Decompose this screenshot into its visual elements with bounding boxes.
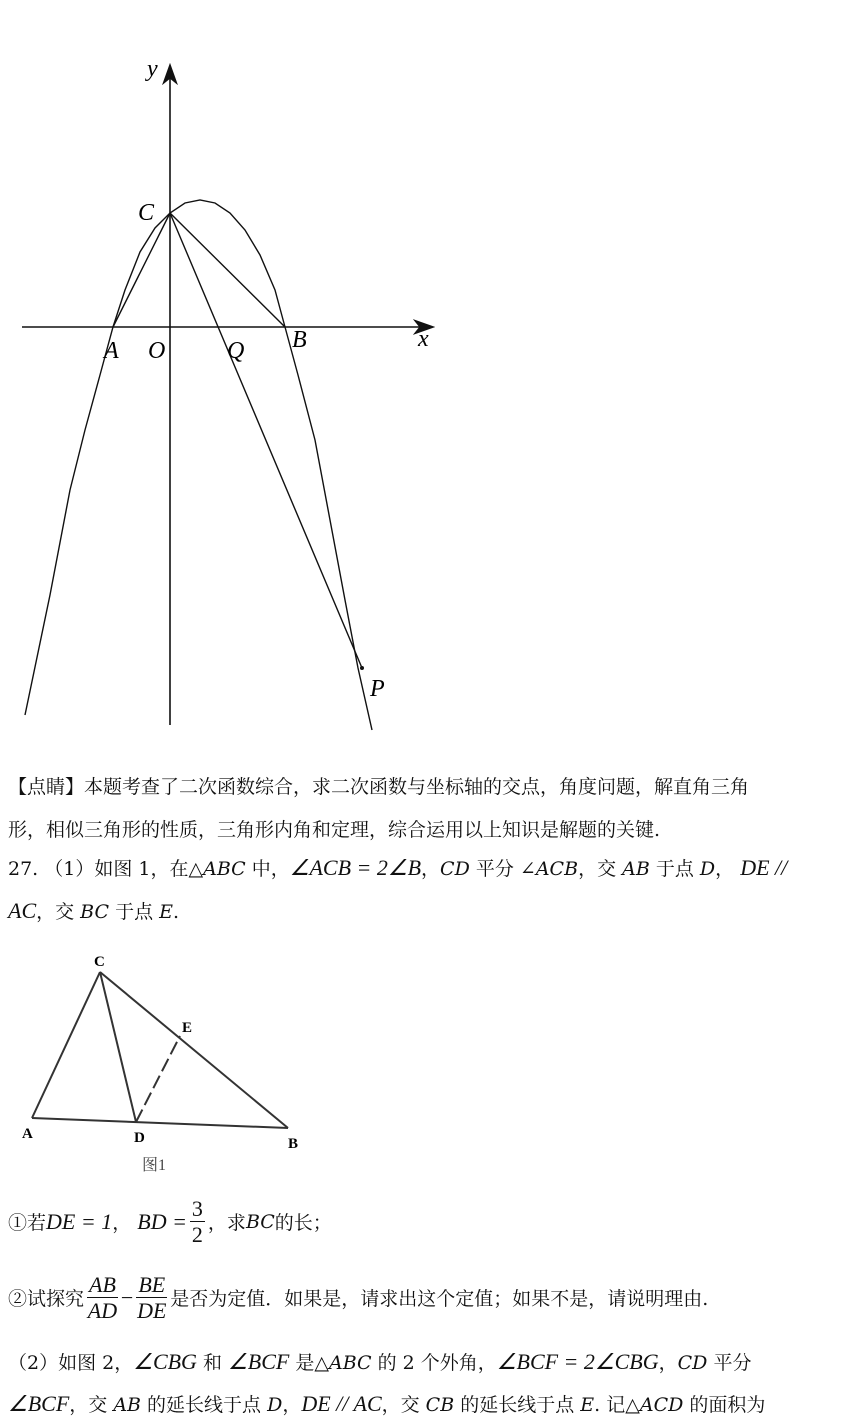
remark-line-1 [8, 772, 749, 799]
label-O: O [148, 338, 166, 364]
part2-pingfen: 平分 [707, 1352, 752, 1374]
segment-AC [113, 213, 170, 327]
frac-ab: AB [89, 1272, 116, 1297]
side-AB [32, 1118, 288, 1128]
part2-jiao3: ，交 [381, 1394, 426, 1416]
q27-d: D [699, 858, 716, 880]
fig1-label-E: E [182, 1020, 193, 1036]
fig1-caption: 图1 [142, 1157, 167, 1174]
q27-abc: ABC [203, 858, 246, 880]
q27-comma2: ， [715, 858, 735, 880]
q27-pingfen: 平分 [469, 858, 520, 880]
sub2-prefix: ②试探究 [8, 1288, 85, 1311]
q27-cond1: ∠ACB = 2∠B [289, 855, 422, 880]
part2-jiao2: ，交 [69, 1394, 114, 1416]
sub1-de: DE = 1 [46, 1208, 113, 1234]
q27-period: . [173, 901, 180, 923]
remark-text-1: 【点睛】本题考查了二次函数综合，求二次函数与坐标轴的交点，角度问题，解直角三角 [8, 776, 750, 798]
part2-cbg: ∠CBG [133, 1349, 197, 1374]
q27-yudian: 于点 [649, 858, 700, 880]
part2-mianji: 的面积为 [683, 1394, 766, 1416]
q27-part2-line-1 [8, 1348, 751, 1375]
frac-denominator: 2 [191, 1222, 203, 1248]
label-y: y [147, 56, 158, 82]
fraction-be-de [136, 1272, 167, 1324]
part2-yanchang2: 的延长线于点 [454, 1394, 581, 1416]
part2-abc: ABC [328, 1352, 372, 1374]
minus-sign: − [120, 1284, 134, 1310]
sub1-end: 的长； [274, 1212, 332, 1235]
sub1-prefix: ①若 [8, 1212, 47, 1235]
q27-part2-line-2 [8, 1390, 765, 1417]
q27-jiao: ，交 [578, 858, 623, 880]
part2-d: D [267, 1394, 283, 1416]
part2-ji: . 记△ [594, 1394, 640, 1416]
side-CB [100, 972, 288, 1128]
q27-ab: AB [622, 858, 650, 880]
parabola-figure [0, 0, 460, 740]
part2-cb: CB [425, 1394, 455, 1416]
q27-line-2 [8, 897, 179, 924]
sub1-bd: BD = [137, 1208, 187, 1234]
segment-CD [100, 972, 136, 1122]
frac-ad: AD [87, 1298, 118, 1324]
label-x: x [418, 326, 429, 352]
part2-e: E [580, 1394, 595, 1416]
sub1-bc: BC [245, 1210, 275, 1233]
fig1-label-D: D [134, 1130, 145, 1146]
part2-he: 和 [196, 1352, 229, 1374]
frac-de: DE [137, 1298, 167, 1324]
sub1-suffix: ，求 [207, 1212, 246, 1235]
q27-zhong: 中， [245, 858, 290, 880]
q27-e: E [159, 901, 173, 923]
part2-shi: 是△ [289, 1352, 329, 1374]
q27-part1-intro: （1）如图 1，在△ [44, 858, 204, 880]
q27-angle-acb: ∠ACB [519, 858, 579, 880]
sub2-suffix: 是否为定值．如果是，请求出这个定值；如果不是，请说明理由. [170, 1288, 709, 1311]
remark-line-2 [8, 815, 660, 842]
q27-de-parallel: DE // [740, 855, 788, 880]
q27-number: 27. [8, 858, 39, 880]
q27-sub1 [8, 1196, 332, 1248]
fig1-label-B: B [288, 1136, 299, 1152]
part2-comma3: ， [658, 1352, 678, 1374]
frac-numerator: 3 [191, 1196, 203, 1221]
q27-cd: CD [440, 858, 470, 880]
part2-acd: ACD [639, 1394, 684, 1416]
part2-waijiao: 的 2 个外角， [371, 1352, 497, 1374]
remark-text-2: 形，相似三角形的性质，三角形内角和定理，综合运用以上知识是解题的关键. [8, 819, 661, 841]
segment-CB [170, 213, 285, 327]
frac-be: BE [138, 1272, 166, 1297]
label-B: B [292, 327, 307, 353]
q27-line2-b: 于点 [109, 901, 160, 923]
figure-1-triangle [4, 938, 334, 1178]
q27-comma1: ， [421, 858, 441, 880]
part2-bcf2: ∠BCF [8, 1391, 70, 1416]
segment-CP [170, 213, 362, 668]
fig1-label-C: C [94, 954, 105, 970]
part2-cd: CD [677, 1352, 708, 1374]
q27-bc: BC [80, 901, 110, 923]
part2-comma4: ， [282, 1394, 302, 1416]
part2-a: （2）如图 2， [8, 1352, 134, 1374]
q27-ac: AC [8, 898, 37, 923]
fig1-label-A: A [22, 1126, 33, 1142]
fraction-3-over-2 [190, 1196, 205, 1248]
part2-ab: AB [113, 1394, 142, 1416]
fraction-ab-ad [87, 1272, 118, 1324]
segment-DE [136, 1036, 180, 1122]
part2-de: DE // AC [301, 1391, 382, 1416]
q27-line-1 [8, 854, 787, 881]
part2-yanchang: 的延长线于点 [141, 1394, 268, 1416]
label-C: C [138, 200, 155, 226]
part2-bcf: ∠BCF [228, 1349, 290, 1374]
side-AC [32, 972, 100, 1118]
label-P: P [370, 676, 385, 702]
q27-sub2 [8, 1272, 708, 1324]
label-A: A [104, 338, 119, 364]
sub1-comma: ， [112, 1212, 132, 1235]
label-Q: Q [227, 338, 245, 364]
point-P-dot [360, 666, 364, 670]
q27-line2-a: ，交 [36, 901, 81, 923]
part2-cond2: ∠BCF = 2∠CBG [496, 1349, 659, 1374]
